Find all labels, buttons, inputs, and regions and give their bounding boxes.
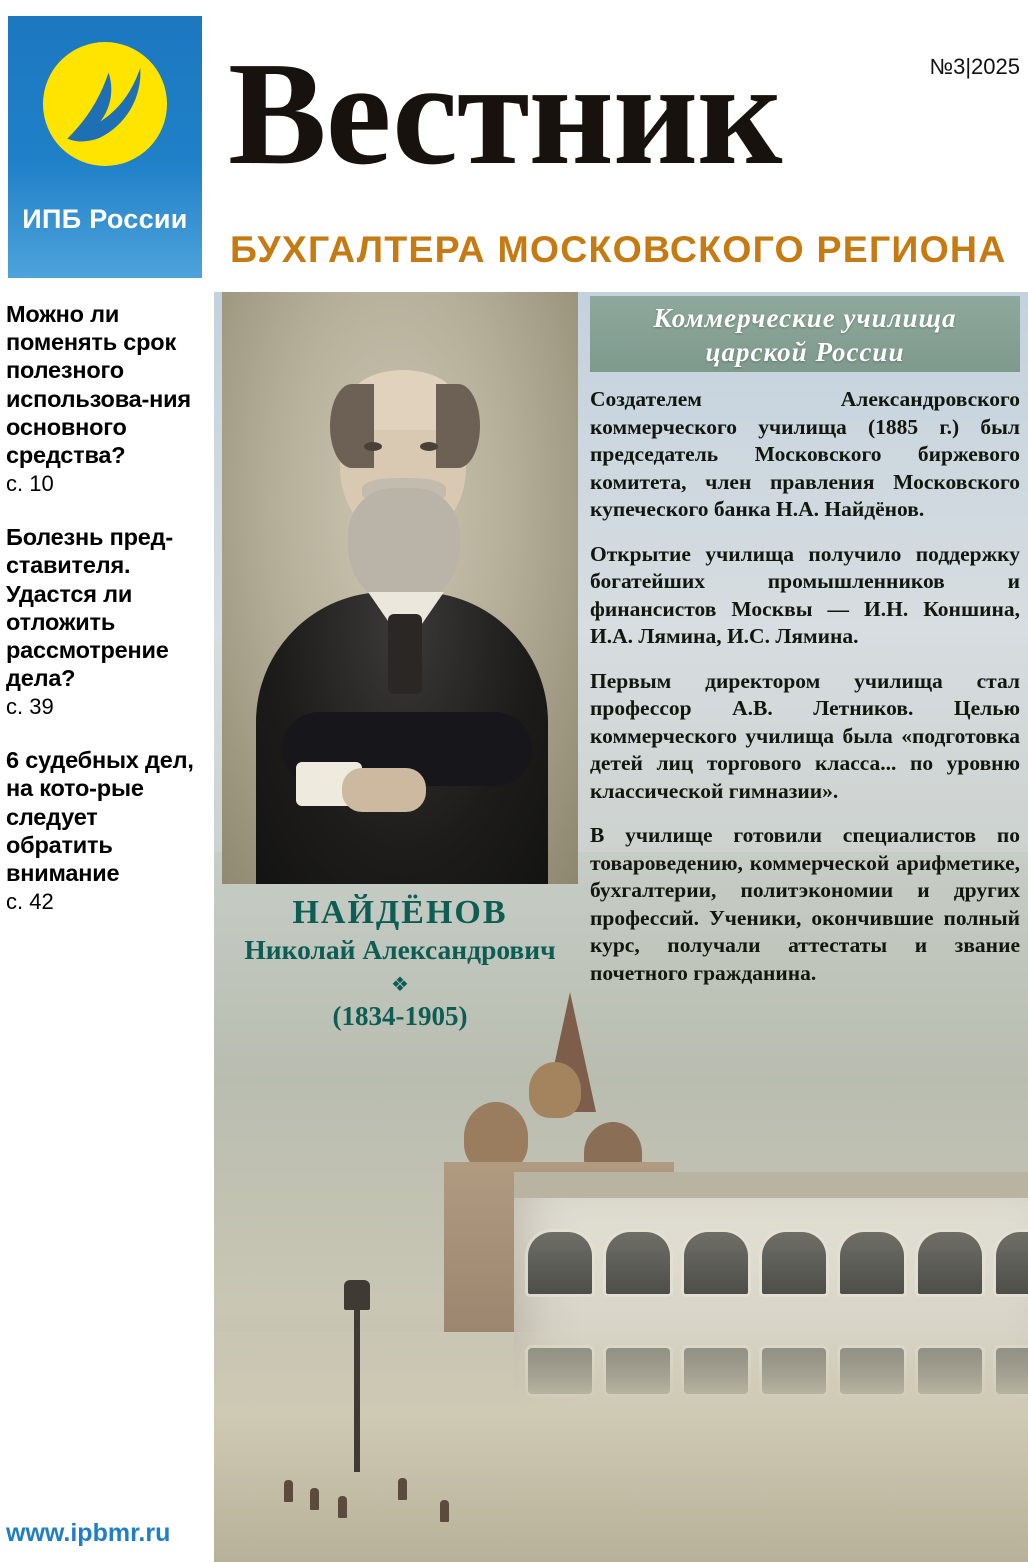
building-window bbox=[996, 1232, 1028, 1294]
pedestrian-figure bbox=[440, 1500, 449, 1522]
building-roofline bbox=[514, 1172, 1028, 1198]
pedestrian-figure bbox=[398, 1478, 407, 1500]
portrait-life-years: (1834-1905) bbox=[332, 1001, 468, 1031]
pedestrian-figure bbox=[338, 1496, 347, 1518]
website-url[interactable]: www.ipbmr.ru bbox=[6, 1519, 171, 1547]
toc-item-page: с. 10 bbox=[6, 471, 54, 497]
building-window bbox=[684, 1232, 748, 1294]
toc-item-title: 6 судебных дел, на кото-рые следует обратить внимание bbox=[6, 747, 194, 886]
article-header-line1: Коммерческие училища bbox=[653, 303, 957, 333]
article-panel bbox=[590, 296, 1020, 1004]
snow-ground bbox=[214, 1332, 1028, 1562]
building-window bbox=[918, 1232, 982, 1294]
toc-item[interactable] bbox=[6, 523, 202, 720]
portrait-eye-left bbox=[364, 442, 382, 451]
masthead-subtitle: БУХГАЛТЕРА МОСКОВСКОГО РЕГИОНА bbox=[230, 228, 1007, 270]
cover-artwork bbox=[214, 292, 1028, 1562]
toc-item[interactable] bbox=[6, 300, 202, 497]
pedestrian-figure bbox=[310, 1488, 319, 1510]
pedestrian-figure bbox=[284, 1480, 293, 1502]
portrait-surname: НАЙДЁНОВ bbox=[292, 894, 508, 931]
building-window bbox=[528, 1232, 592, 1294]
issue-number: №3|2025 bbox=[929, 54, 1020, 79]
left-sidebar bbox=[0, 0, 210, 1562]
article-paragraph: Первым директором училища стал профессор А.В. Летников. Целью коммерческого училища была «подготовка детей лиц торгового класса... по уровню классической гимназии». bbox=[590, 668, 1020, 803]
masthead bbox=[214, 0, 1028, 288]
toc-item-page: с. 39 bbox=[6, 694, 54, 720]
article-paragraph: Открытие училища получило поддержку богатейших промышленников и финансистов Москвы — И.Н. Коншина, И.А. Лямина, И.С. Лямина. bbox=[590, 541, 1020, 649]
building-window-row bbox=[528, 1232, 1028, 1294]
article-header-text bbox=[590, 302, 1020, 370]
table-of-contents bbox=[6, 300, 202, 941]
portrait-given-name: Николай Александрович bbox=[244, 934, 556, 965]
toc-item[interactable] bbox=[6, 746, 202, 915]
logo-text: ИПБ России bbox=[22, 204, 188, 234]
toc-item-page: с. 42 bbox=[6, 889, 54, 915]
article-paragraph: В училище готовили специалистов по товароведению, коммерческой арифметике, бухгалтерии, политэкономии и других профессий. Ученики, окончившие полный курс, получали аттестаты и звание почетного гражданина. bbox=[590, 823, 1020, 985]
portrait-necktie bbox=[388, 614, 422, 694]
portrait-beard bbox=[348, 488, 460, 606]
diamond-ornament-icon: ❖ bbox=[391, 974, 409, 996]
building-window bbox=[762, 1232, 826, 1294]
page-title: Вестник bbox=[228, 32, 782, 196]
toc-item-title: Болезнь пред-ставителя. Удастся ли отложить рассмотрение дела? bbox=[6, 524, 173, 692]
portrait-hair-left bbox=[330, 384, 374, 468]
cathedral-dome bbox=[529, 1062, 581, 1118]
street-lamp bbox=[354, 1302, 360, 1472]
portrait-hand bbox=[342, 768, 426, 812]
article-header-banner bbox=[590, 296, 1020, 372]
portrait-hair-right bbox=[436, 384, 480, 468]
toc-item-title: Можно ли поменять срок полезного использова-ния основного средства? bbox=[6, 301, 191, 468]
article-header-line2: царской России bbox=[705, 336, 905, 367]
publisher-logo[interactable] bbox=[8, 16, 202, 278]
portrait-eye-right bbox=[420, 442, 438, 451]
article-paragraph: Создателем Александровского коммерческого училища (1885 г.) был председатель Московского биржевого комитета, член правления Московского купеческого банка Н.А. Найдёнов. bbox=[590, 387, 1020, 522]
article-body bbox=[590, 372, 1020, 987]
building-window bbox=[606, 1232, 670, 1294]
portrait-caption bbox=[222, 884, 578, 1032]
portrait-photo bbox=[222, 292, 578, 884]
building-window bbox=[840, 1232, 904, 1294]
